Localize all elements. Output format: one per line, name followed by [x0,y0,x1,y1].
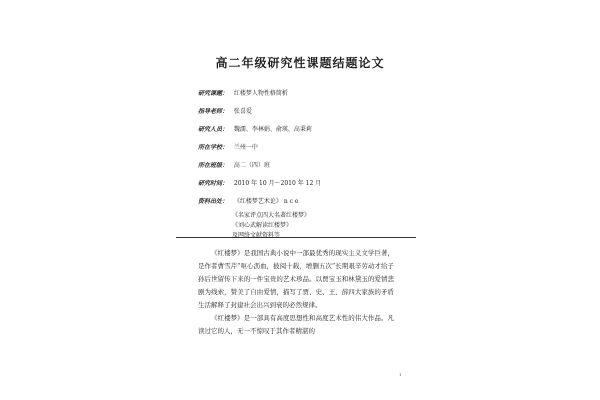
meta-label: 所在学校： [198,144,229,151]
meta-value: 张喜爱 [233,108,252,115]
meta-row-sources [198,198,298,206]
meta-row-advisor [198,108,252,116]
meta-row-period [198,180,321,188]
meta-label: 研究人员： [198,126,229,133]
meta-row-topic [198,90,288,98]
meta-row-school [198,144,258,152]
meta-label: 研究课题： [198,90,229,97]
meta-value: 《红楼梦艺术论》 n c e [233,198,299,205]
meta-value: 魏濡、李林娟、俞瑛、高秉莉 [233,126,312,133]
body-text [198,247,394,338]
meta-value: 高二（四）班 [233,162,270,169]
meta-row-researchers [198,126,312,134]
paragraph: 《红楼梦》是我国古典小说中一部最优秀的现实主义文学巨著，是作者曹雪芹“呕心沥血，披阅十载，增删五次”长期艰辛劳动才给子孙后世留传下来的一件宝贵的艺术珍品。以贾宝玉和林黛玉的爱情悲剧为线索，赞美了自由爱情，描写了贾、史、王、薛四大家族的矛盾生活解释了封建社会出兴到衰的必然规律。 [198,249,394,309]
document-title: 高二年级研究性课题结题论文 [215,56,385,70]
reference-item: 及网络文献资料等 [232,232,281,239]
meta-label: 所在班级： [198,162,229,169]
meta-label: 指导老师： [198,108,229,115]
reference-item: 《刘心武解读红楼梦》 [232,222,293,229]
meta-label: 研究时间： [198,180,229,187]
meta-row-class [198,162,270,170]
meta-value: 红楼梦人物性格简析 [233,90,288,97]
reference-item: 《名家评点四大名著红楼梦》 [232,212,311,219]
meta-value: 兰州一中 [233,144,258,151]
meta-label: 资料出处： [198,198,229,205]
meta-value: 2010 年 10 月～2010 年 12 月 [233,180,322,187]
section-divider [176,237,416,238]
paragraph: 《红楼梦》是一部具有高度思想性和高度艺术性的伟大作品。凡读过它的人，无一不惊叹于其作者精湛的 [198,314,394,335]
page-number: 1 [399,372,402,377]
